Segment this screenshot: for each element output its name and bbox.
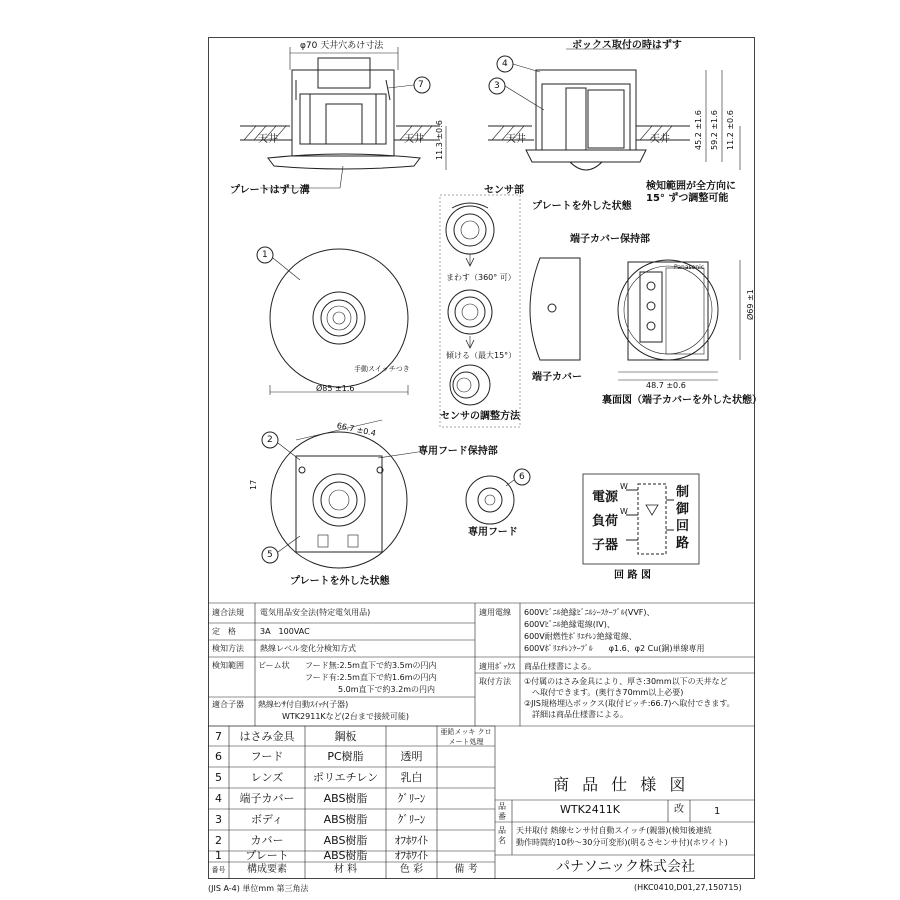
bom-material: ポリエチレン <box>312 771 379 784</box>
bom-no: 4 <box>215 792 222 805</box>
spec-mount-1: ①付属のはさみ金具により、厚さ:30mm以下の天井など <box>524 677 728 686</box>
bom-name: レンズ <box>250 771 284 784</box>
callout-4: 4 <box>502 59 508 69</box>
spec-slave-value: 熱線ｾﾝｻ付自動ｽｲｯﾁ(子器) <box>258 700 349 709</box>
spec-range-line-2: フード有:2.5m直下で約1.6mの円内 <box>305 673 437 682</box>
bom-no: 1 <box>215 849 222 862</box>
adjust-method-label: センサの調整方法 <box>440 411 520 422</box>
dim-452: 45.2 ±1.6 <box>694 110 703 150</box>
detect-note-1: 検知範囲が全方向に <box>646 181 736 192</box>
spec-wire-4: 600Vﾎﾟﾘｴﾁﾚﾝｹｰﾌﾞﾙ φ1.6、φ2 Cu(銅)単線専用 <box>524 644 705 653</box>
spec-method-key: 検知方法 <box>212 644 244 653</box>
plate-off-caption: プレートを外した状態 <box>290 576 390 587</box>
spec-mount-2: へ取付できます。(奥行き70mm以上必要) <box>532 688 684 697</box>
ceiling-right-label-2: 天井 <box>650 134 670 145</box>
dim-667: 66.7 ±0.4 <box>335 420 377 439</box>
terminal-cover-views <box>530 258 740 380</box>
bom-header-no: 番号 <box>211 866 226 874</box>
product-name-line-2: 動作時間約10秒～30分可変形)(明るさセンサ付)(ホワイト) <box>516 838 728 847</box>
bom-name: フード <box>250 750 284 763</box>
side-view-left <box>240 47 446 188</box>
brand-mark: Panasonic <box>674 264 705 271</box>
callout-1: 1 <box>262 250 268 260</box>
rotate-label: まわす（360° 可） <box>446 273 516 282</box>
bom-color: 乳白 <box>400 771 423 784</box>
spec-slave-line-2: WTK2911Kなど(2台まで接続可能) <box>282 712 409 721</box>
footer-document-code: (HKC0410,D01,27,150715) <box>634 883 742 892</box>
bom-no: 6 <box>215 750 222 763</box>
bom-material: ABS樹脂 <box>323 813 368 826</box>
spec-wire-3: 600V耐燃性ﾎﾟﾘｴﾁﾚﾝ絶縁電線、 <box>524 632 637 641</box>
document-title: 商 品 仕 様 図 <box>553 775 690 794</box>
tilt-label: 傾ける（最大15°） <box>446 351 517 360</box>
plate-removed-label: プレートを外した状態 <box>532 201 632 212</box>
circuit-terminal: 子器 <box>592 538 619 553</box>
spec-slave-key: 適合子器 <box>212 700 244 709</box>
bom-color: ｵﾌﾎﾜｲﾄ <box>395 849 428 862</box>
dim-69: Ø69 ±1 <box>746 289 755 320</box>
dim-592: 59.2 ±1.6 <box>710 110 719 150</box>
spec-range-line-1: フード無:2.5m直下で約3.5mの円内 <box>305 661 437 670</box>
part-number: WTK2411K <box>560 803 621 816</box>
company-name: パナソニック株式会社 <box>556 859 696 875</box>
bom-material: ABS樹脂 <box>323 792 368 805</box>
spec-rating-key: 定 格 <box>212 627 236 636</box>
bom-header-color: 色 彩 <box>399 864 424 875</box>
terminal-cover-label: 端子カバー <box>532 372 582 383</box>
dim-hole-label: φ70 天井穴あけ寸法 <box>300 41 384 51</box>
spec-wire-2: 600Vﾋﾞﾆﾙ絶縁電線(IV)、 <box>524 620 615 629</box>
dim-113: 11.3 ±0.6 <box>435 120 444 160</box>
callout-7: 7 <box>418 80 424 90</box>
revision-label: 改 <box>674 804 684 815</box>
spec-method-value: 熱線レベル変化分検知方式 <box>260 644 356 653</box>
bom-color: ｵﾌﾎﾜｲﾄ <box>395 834 428 847</box>
callout-2: 2 <box>267 435 273 445</box>
bom-color: ｸﾞﾘｰﾝ <box>397 792 426 805</box>
circuit-load: 負荷 <box>592 514 619 529</box>
spec-mount-4: 詳細は商品仕様書による。 <box>532 710 628 719</box>
callout-6: 6 <box>519 472 525 482</box>
bom-name: プレート <box>245 849 289 862</box>
bom-no: 3 <box>215 813 222 826</box>
bom-material: 鋼板 <box>334 730 357 743</box>
detect-note-2: 15° ずつ調整可能 <box>646 193 729 204</box>
spec-range-value: ビーム状 <box>258 661 290 670</box>
bom-name: ボディ <box>250 813 284 826</box>
bom-no: 7 <box>215 730 222 743</box>
part-no-label: 品番 <box>498 802 506 821</box>
product-name-line-1: 天井取付 熱線センサ付自動スイッチ(親器)(検知後連続 <box>516 826 712 835</box>
circuit-w1: W <box>620 482 628 491</box>
bom-note: 亜鉛メッキ クロメート処理 <box>440 728 492 746</box>
ceiling-right-label: 天井 <box>404 134 424 145</box>
spec-box-key: 適用ﾎﾞｯｸｽ <box>479 662 515 671</box>
ceiling-left-label-2: 天井 <box>506 134 526 145</box>
footer-scale-note: (JIS A-4) 単位mm 第三角法 <box>208 884 309 893</box>
plate-groove-label: プレートはずし溝 <box>230 185 310 196</box>
bom-header-note: 備 考 <box>454 864 478 875</box>
callout-3: 3 <box>494 81 500 91</box>
circuit-title: 回 路 図 <box>614 570 651 581</box>
dim-487: 48.7 ±0.6 <box>646 381 686 390</box>
bom-material: PC樹脂 <box>327 750 364 763</box>
spec-mount-key: 取付方法 <box>479 677 511 686</box>
callout-5: 5 <box>267 550 273 560</box>
spec-law-key: 適合法規 <box>212 608 244 617</box>
manual-switch-label: 手動スイッチつき <box>354 365 410 373</box>
spec-wire-1: 600Vﾋﾞﾆﾙ絶縁ﾋﾞﾆﾙｼｰｽｹｰﾌﾞﾙ(VVF)、 <box>524 608 655 617</box>
spec-range-line-3: 5.0m直下で約3.2mの円内 <box>338 685 436 694</box>
circuit-power: 電源 <box>592 490 619 505</box>
bom-color: 透明 <box>400 750 423 763</box>
hood-label: 専用フード <box>468 527 518 538</box>
bom-material: ABS樹脂 <box>323 834 368 847</box>
bom-header-material: 材 料 <box>333 864 358 875</box>
bom-name: はさみ金具 <box>239 730 295 743</box>
bom-color: ｸﾞﾘｰﾝ <box>397 813 426 826</box>
dim-17: 17 <box>249 479 258 490</box>
dim-112: 11.2 ±0.6 <box>726 110 735 150</box>
bom-no: 5 <box>215 771 222 784</box>
bom-name: カバー <box>250 834 284 847</box>
bom-header-name: 構成要素 <box>247 864 287 875</box>
spec-rating-value: 3A 100VAC <box>260 627 310 636</box>
spec-mount-3: ②JIS規格埋込ボックス(取付ピッチ:66.7)へ取付できます。 <box>524 699 735 708</box>
hood-holder-label: 専用フード保持部 <box>418 446 498 457</box>
dim-85: Ø85 ±1.6 <box>316 384 355 393</box>
spec-wire-key: 適用電線 <box>479 608 511 617</box>
ceiling-left-label: 天井 <box>258 134 278 145</box>
spec-law-value: 電気用品安全法(特定電気用品) <box>260 608 371 617</box>
revision-number: 1 <box>714 806 721 817</box>
circuit-control: 制御回路 <box>676 485 690 551</box>
product-name-label: 品名 <box>498 826 506 845</box>
terminal-holder-label: 端子カバー保持部 <box>570 234 650 245</box>
back-view-label: 裏面図（端子カバーを外した状態） <box>602 395 762 406</box>
bom-no: 2 <box>215 834 222 847</box>
sensor-part-label: センサ部 <box>484 185 524 196</box>
spec-box-value: 商品仕様書による。 <box>524 662 596 671</box>
box-note: ボックス取付の時はずす <box>572 40 682 51</box>
spec-range-key: 検知範囲 <box>212 661 244 670</box>
bom-material: ABS樹脂 <box>323 849 368 862</box>
circuit-w2: W <box>620 507 628 516</box>
plate-removed-view <box>262 420 418 568</box>
bom-name: 端子カバー <box>239 792 295 805</box>
sensor-adjustment-views <box>440 195 520 427</box>
